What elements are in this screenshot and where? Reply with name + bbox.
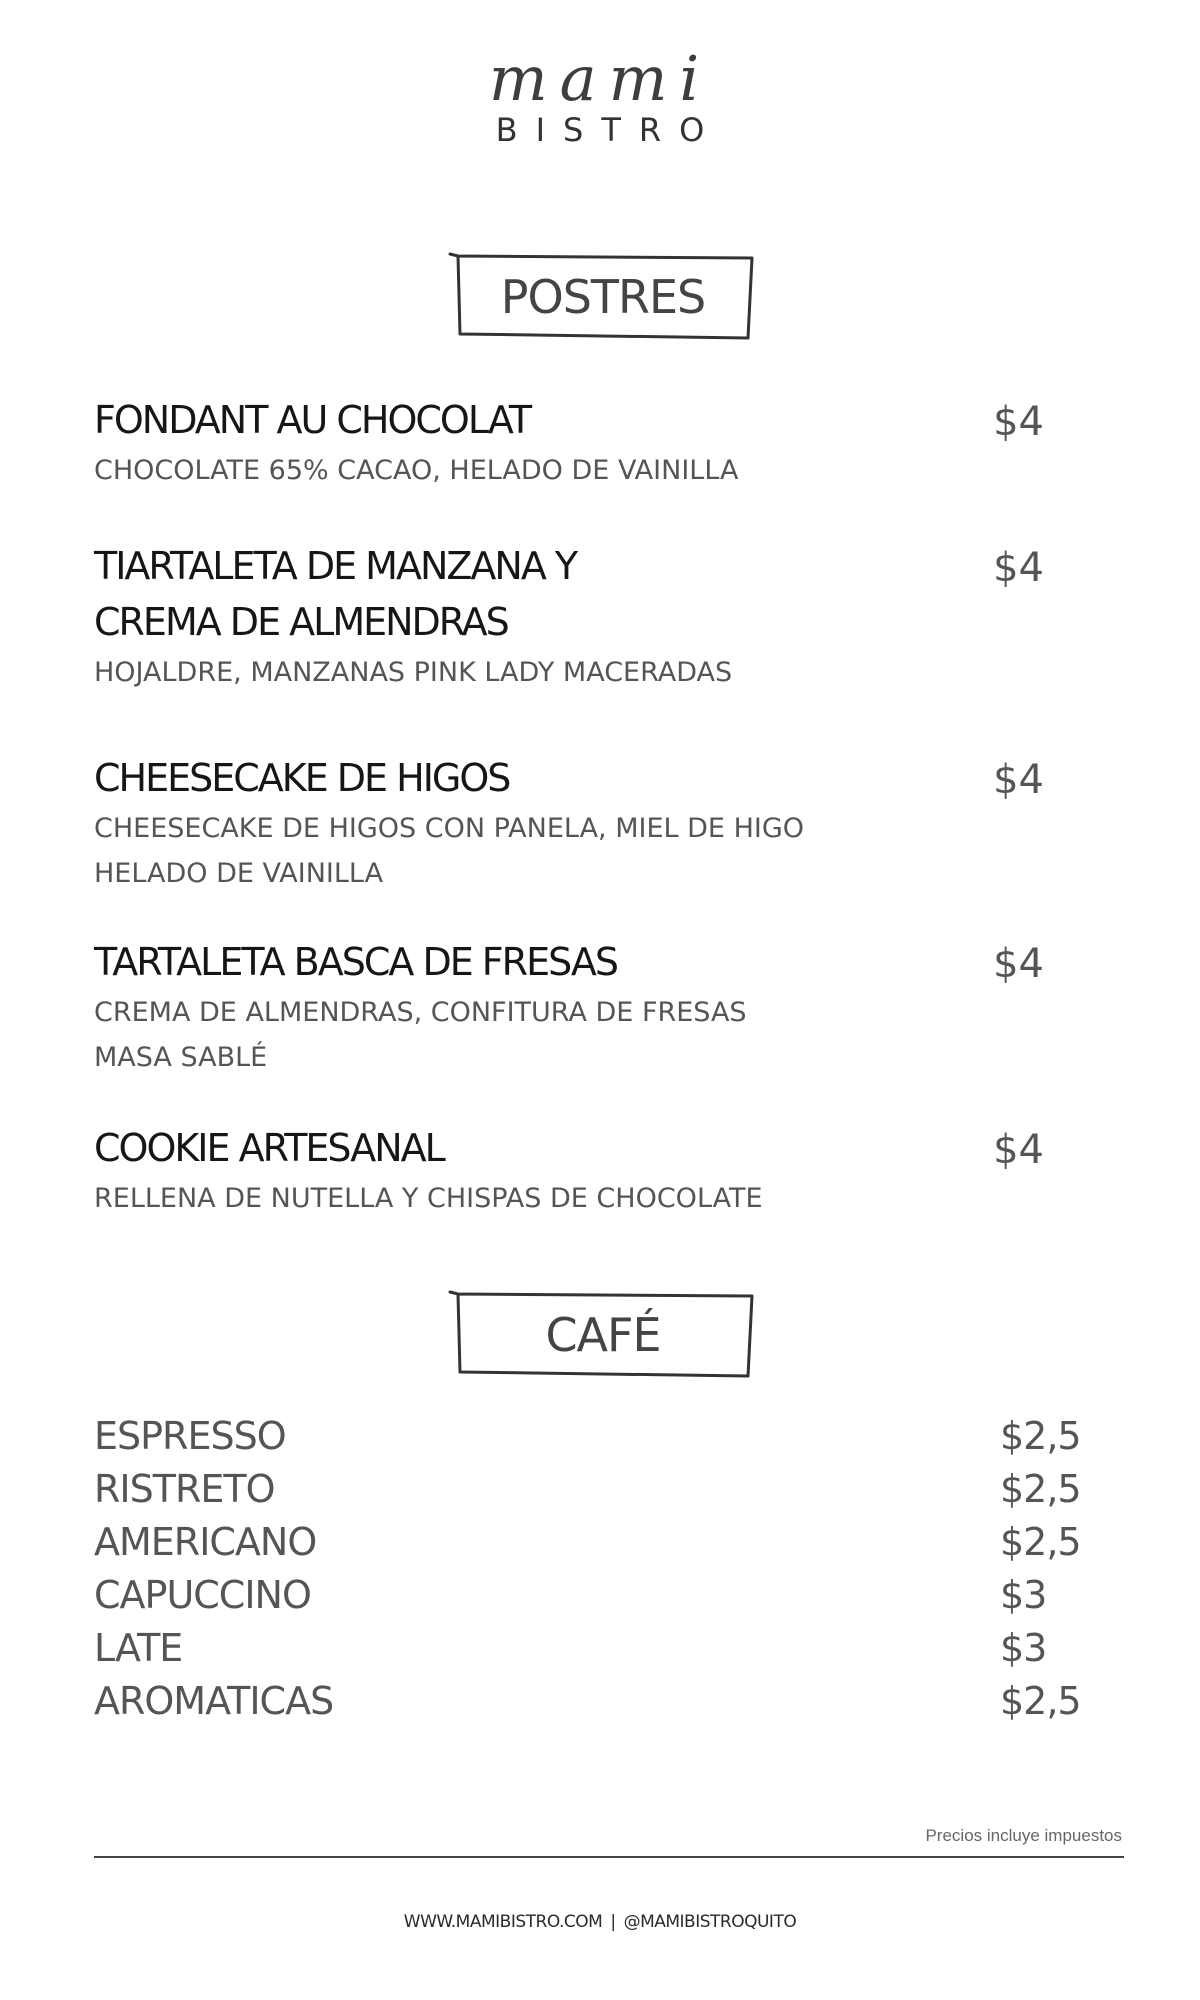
brand-logo — [0, 42, 1200, 149]
list-item — [94, 1569, 1104, 1622]
item-description: HOJALDRE, MANZANAS PINK LADY MACERADAS — [94, 657, 733, 688]
item-price: $4 — [993, 757, 1044, 803]
item-price: $2,5 — [1000, 1414, 1081, 1458]
menu-item — [94, 1120, 1104, 1221]
list-item — [94, 1622, 1104, 1675]
item-name: AMERICANO — [94, 1520, 317, 1564]
item-description: CHEESECAKE DE HIGOS CON PANELA, MIEL DE HIGO HELADO DE VAINILLA — [94, 813, 805, 889]
divider — [94, 1856, 1124, 1858]
item-price: $4 — [993, 1127, 1044, 1173]
item-name: TARTALETA BASCA DE FRESAS — [94, 940, 618, 984]
footer-separator: | — [610, 1912, 616, 1932]
brand-subtitle: BISTRO — [495, 111, 723, 149]
item-name: RISTRETO — [94, 1467, 275, 1511]
item-name: COOKIE ARTESANAL — [94, 1126, 444, 1170]
item-price: $4 — [993, 545, 1044, 591]
item-name: CAPUCCINO — [94, 1573, 311, 1617]
item-price: $4 — [993, 941, 1044, 987]
social-handle-link[interactable]: @MAMIBISTROQUITO — [623, 1912, 797, 1932]
item-description: CHOCOLATE 65% CACAO, HELADO DE VAINILLA — [94, 455, 739, 486]
section-title-cafe: CAFÉ — [545, 1308, 661, 1362]
section-header-cafe — [448, 1290, 758, 1376]
item-name: AROMATICAS — [94, 1679, 334, 1723]
item-name: FONDANT AU CHOCOLAT — [94, 398, 531, 442]
item-price: $4 — [993, 399, 1044, 445]
item-name: TIARTALETA DE MANZANA Y CREMA DE ALMENDRAS — [94, 544, 577, 644]
item-price: $3 — [1000, 1573, 1047, 1617]
item-price: $2,5 — [1000, 1679, 1081, 1723]
menu-item — [94, 392, 1104, 493]
list-item — [94, 1410, 1104, 1463]
item-description: CREMA DE ALMENDRAS, CONFITURA DE FRESAS MASA SABLÉ — [94, 997, 747, 1073]
item-price: $2,5 — [1000, 1520, 1081, 1564]
section-header-postres — [448, 252, 758, 338]
item-name: ESPRESSO — [94, 1414, 286, 1458]
item-price: $3 — [1000, 1626, 1047, 1670]
menu-item — [94, 934, 1104, 1080]
cafe-list — [94, 1410, 1104, 1728]
section-title-postres: POSTRES — [500, 270, 706, 324]
brand-script: mami — [488, 42, 712, 115]
item-name: LATE — [94, 1626, 183, 1670]
item-description: RELLENA DE NUTELLA Y CHISPAS DE CHOCOLATE — [94, 1183, 763, 1214]
footer — [0, 1912, 1200, 1932]
item-name: CHEESECAKE DE HIGOS — [94, 756, 510, 800]
menu-item — [94, 538, 1104, 695]
list-item — [94, 1516, 1104, 1569]
tax-note: Precios incluye impuestos — [925, 1826, 1122, 1845]
list-item — [94, 1675, 1104, 1728]
menu-item — [94, 750, 1104, 896]
item-price: $2,5 — [1000, 1467, 1081, 1511]
list-item — [94, 1463, 1104, 1516]
website-link[interactable]: WWW.MAMIBISTRO.COM — [403, 1912, 603, 1932]
